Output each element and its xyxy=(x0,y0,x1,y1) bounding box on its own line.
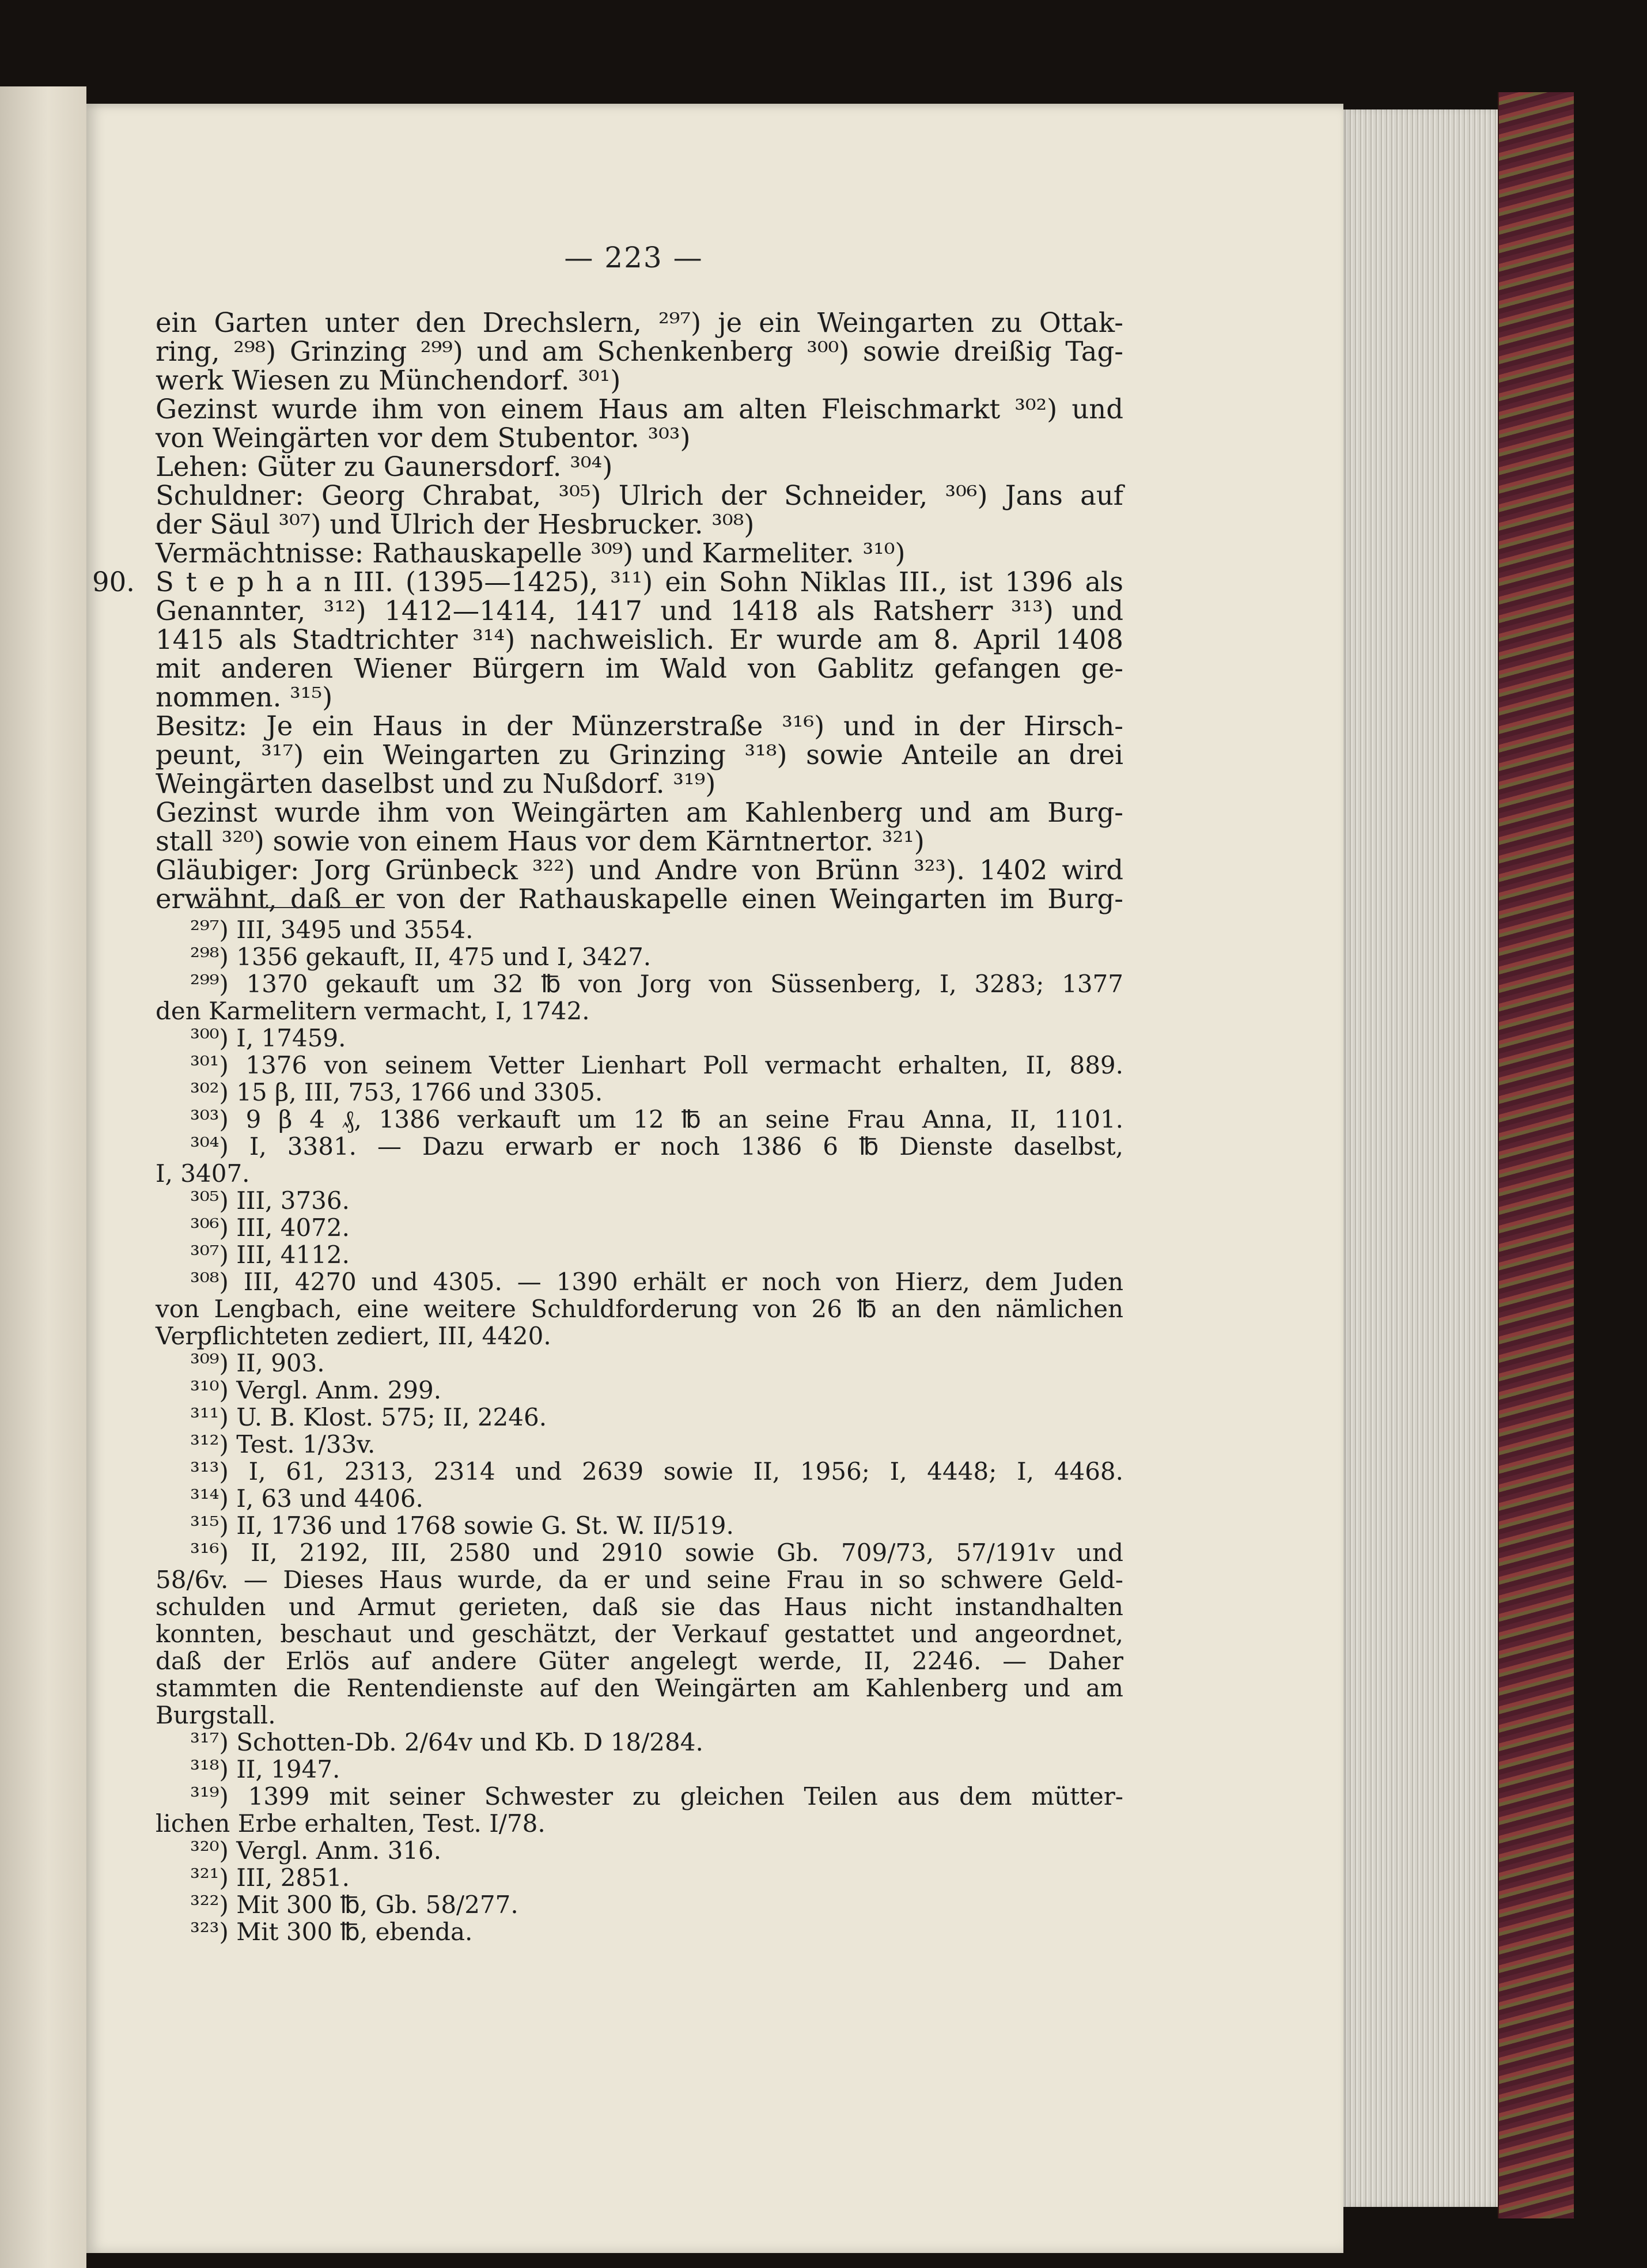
text-line xyxy=(156,740,1123,769)
text-line-text: Besitz: Je ein Haus in der Münzerstraße ³¹⁶) und in der Hirsch- xyxy=(156,710,1123,742)
text-line xyxy=(156,827,1123,856)
text-line xyxy=(156,856,1123,884)
text-line-text: ring, ²⁹⁸) Grinzing ²⁹⁹) und am Schenkenberg ³⁰⁰) sowie dreißig Tag- xyxy=(156,336,1123,367)
footnote-line-text: ³¹⁹) 1399 mit seiner Schwester zu gleichen Teilen aus dem mütter- xyxy=(190,1782,1123,1810)
footnote-line xyxy=(156,1810,1123,1837)
footnote-line xyxy=(156,1322,1123,1350)
footnote-line-text: ³¹⁰) Vergl. Anm. 299. xyxy=(190,1376,442,1404)
footnote-line-text: von Lengbach, eine weitere Schuldforderung von 26 ℔ an den nämlichen xyxy=(156,1295,1123,1323)
footnote-line-text: ³¹²) Test. 1/33v. xyxy=(190,1430,376,1458)
footnote-line-text: ³²⁰) Vergl. Anm. 316. xyxy=(190,1836,442,1865)
text-line xyxy=(156,366,1123,395)
text-line-text: peunt, ³¹⁷) ein Weingarten zu Grinzing ³¹⁸) sowie Anteile an drei xyxy=(156,739,1123,770)
text-line-text: von Weingärten vor dem Stubentor. ³⁰³) xyxy=(156,422,691,453)
text-line-text: Lehen: Güter zu Gaunersdorf. ³⁰⁴) xyxy=(156,451,613,482)
footnote-line-text: ³¹⁷) Schotten-Db. 2/64v und Kb. D 18/284. xyxy=(190,1728,703,1756)
footnote-line xyxy=(156,1025,1123,1052)
text-line xyxy=(156,510,1123,539)
text-line xyxy=(156,481,1123,510)
footnote-line-text: ³⁰⁴) I, 3381. — Dazu erwarb er noch 1386 6 ℔ Dienste daselbst, xyxy=(190,1132,1123,1161)
footnote-line xyxy=(156,1891,1123,1918)
footnote-line-text: ³⁰⁸) III, 4270 und 4305. — 1390 erhält er noch von Hierz, dem Juden xyxy=(190,1268,1123,1296)
text-line-text: werk Wiesen zu Münchendorf. ³⁰¹) xyxy=(156,365,621,396)
footnote-line-text: schulden und Armut gerieten, daß sie das Haus nicht instandhalten xyxy=(156,1593,1123,1621)
text-line xyxy=(156,395,1123,424)
text-line xyxy=(156,884,1123,913)
footnote-line-text: den Karmelitern vermacht, I, 1742. xyxy=(156,997,590,1025)
footnotes xyxy=(156,916,1123,1945)
text-line xyxy=(156,712,1123,740)
footnote-line-text: ²⁹⁹) 1370 gekauft um 32 ℔ von Jorg von Süssenberg, I, 3283; 1377 xyxy=(190,970,1123,998)
footnote-line-text: ³¹⁸) II, 1947. xyxy=(190,1755,340,1783)
text-line-text: Gläubiger: Jorg Grünbeck ³²²) und Andre von Brünn ³²³). 1402 wird xyxy=(156,855,1123,886)
footnote-line-text: ³⁰¹) 1376 von seinem Vetter Lienhart Poll vermacht erhalten, II, 889. xyxy=(190,1051,1123,1079)
text-line-text: S t e p h a n III. (1395—1425), ³¹¹) ein Sohn Niklas III., ist 1396 als xyxy=(156,566,1123,598)
text-line xyxy=(156,568,1123,596)
footnote-line xyxy=(156,1756,1123,1783)
footnote-line-text: ³⁰⁷) III, 4112. xyxy=(190,1241,350,1269)
book-cover-board xyxy=(1498,92,1574,2218)
text-line xyxy=(156,798,1123,827)
footnote-line xyxy=(156,1539,1123,1566)
text-line xyxy=(156,424,1123,452)
footnote-line xyxy=(156,1377,1123,1404)
footnote-line xyxy=(156,1702,1123,1729)
text-line xyxy=(156,337,1123,366)
footnote-line xyxy=(156,1350,1123,1377)
footnote-line-text: ³¹⁶) II, 2192, III, 2580 und 2910 sowie Gb. 709/73, 57/191v und xyxy=(190,1539,1123,1567)
footnote-line xyxy=(156,916,1123,943)
footnote-line-text: Burgstall. xyxy=(156,1701,276,1729)
footnote-line xyxy=(156,1295,1123,1322)
footnote-line-text: ³¹⁴) I, 63 und 4406. xyxy=(190,1484,423,1513)
text-line-text: nommen. ³¹⁵) xyxy=(156,682,333,713)
text-line xyxy=(156,539,1123,568)
text-line xyxy=(156,452,1123,481)
text-line-text: Genannter, ³¹²) 1412—1414, 1417 und 1418 als Ratsherr ³¹³) und xyxy=(156,595,1123,626)
footnote-line xyxy=(156,1458,1123,1485)
main-text xyxy=(156,308,1123,913)
footnote-divider xyxy=(195,907,385,908)
text-line-text: der Säul ³⁰⁷) und Ulrich der Hesbrucker. ³⁰⁸) xyxy=(156,509,755,540)
footnote-line-text: konnten, beschaut und geschätzt, der Verkauf gestattet und angeordnet, xyxy=(156,1620,1123,1648)
footnote-line xyxy=(156,1620,1123,1647)
text-line-text: 1415 als Stadtrichter ³¹⁴) nachweislich. Er wurde am 8. April 1408 xyxy=(156,624,1123,655)
text-line-text: Gezinst wurde ihm von einem Haus am alten Fleischmarkt ³⁰²) und xyxy=(156,394,1123,425)
footnote-line xyxy=(156,1783,1123,1810)
footnote-line-text: ³⁰³) 9 β 4 ₰, 1386 verkauft um 12 ℔ an seine Frau Anna, II, 1101. xyxy=(190,1105,1123,1133)
footnote-line-text: ²⁹⁷) III, 3495 und 3554. xyxy=(190,916,474,944)
footnote-line-text: ³⁰⁵) III, 3736. xyxy=(190,1186,350,1215)
footnote-line-text: 58/6v. — Dieses Haus wurde, da er und seine Frau in so schwere Geld- xyxy=(156,1566,1123,1594)
footnote-line xyxy=(156,1187,1123,1214)
text-line-text: Schuldner: Georg Chrabat, ³⁰⁵) Ulrich der Schneider, ³⁰⁶) Jans auf xyxy=(156,480,1123,511)
footnote-line-text: Verpflichteten zediert, III, 4420. xyxy=(156,1322,551,1350)
footnote-line-text: ³⁰²) 15 β, III, 753, 1766 und 3305. xyxy=(190,1078,603,1106)
left-page-edge xyxy=(0,86,86,2268)
text-line xyxy=(156,769,1123,798)
footnote-line-text: ³¹¹) U. B. Klost. 575; II, 2246. xyxy=(190,1403,547,1431)
text-line-text: Weingärten daselbst und zu Nußdorf. ³¹⁹) xyxy=(156,768,716,799)
text-line-text: erwähnt, daß er von der Rathauskapelle einen Weingarten im Burg- xyxy=(156,883,1123,914)
footnote-line xyxy=(156,1729,1123,1756)
footnote-line xyxy=(156,1512,1123,1539)
text-line xyxy=(156,625,1123,654)
footnote-line xyxy=(156,1485,1123,1512)
footnote-line xyxy=(156,1674,1123,1702)
text-line-text: Gezinst wurde ihm von Weingärten am Kahlenberg und am Burg- xyxy=(156,797,1123,828)
footnote-line xyxy=(156,1268,1123,1295)
footnote-line-text: ²⁹⁸) 1356 gekauft, II, 475 und I, 3427. xyxy=(190,943,652,971)
footnote-line xyxy=(156,1837,1123,1864)
footnote-line xyxy=(156,1106,1123,1133)
text-line-text: ein Garten unter den Drechslern, ²⁹⁷) je ein Weingarten zu Ottak- xyxy=(156,307,1123,338)
footnote-line xyxy=(156,1566,1123,1593)
footnote-line xyxy=(156,1647,1123,1674)
footnote-line-text: I, 3407. xyxy=(156,1159,250,1188)
text-line xyxy=(156,654,1123,683)
page-block-edges xyxy=(1342,109,1498,2207)
footnote-line xyxy=(156,1214,1123,1241)
footnote-line-text: lichen Erbe erhalten, Test. I/78. xyxy=(156,1809,546,1838)
footnote-line-text: daß der Erlös auf andere Güter angelegt werde, II, 2246. — Daher xyxy=(156,1647,1123,1675)
footnote-line-text: ³⁰⁶) III, 4072. xyxy=(190,1214,350,1242)
footnote-line xyxy=(156,997,1123,1025)
footnote-line xyxy=(156,1052,1123,1079)
footnote-line-text: ³¹³) I, 61, 2313, 2314 und 2639 sowie II, 1956; I, 4448; I, 4468. xyxy=(190,1457,1123,1485)
footnote-line-text: ³²³) Mit 300 ℔, ebenda. xyxy=(190,1918,473,1946)
footnote-line xyxy=(156,1133,1123,1160)
footnote-line-text: stammten die Rentendienste auf den Weingärten am Kahlenberg und am xyxy=(156,1674,1123,1702)
page-number: — 223 — xyxy=(564,241,703,274)
footnote-line xyxy=(156,1593,1123,1620)
footnote-line xyxy=(156,1160,1123,1187)
footnote-line xyxy=(156,1918,1123,1945)
footnote-line-text: ³²¹) III, 2851. xyxy=(190,1863,350,1892)
text-line-text: mit anderen Wiener Bürgern im Wald von Gablitz gefangen ge- xyxy=(156,653,1123,684)
footnote-line xyxy=(156,1864,1123,1891)
text-line-text: Vermächtnisse: Rathauskapelle ³⁰⁹) und Karmeliter. ³¹⁰) xyxy=(156,538,906,569)
footnote-line xyxy=(156,1404,1123,1431)
footnote-line xyxy=(156,943,1123,970)
footnote-line-text: ³¹⁵) II, 1736 und 1768 sowie G. St. W. II/519. xyxy=(190,1511,734,1540)
text-line-text: stall ³²⁰) sowie von einem Haus vor dem Kärntnertor. ³²¹) xyxy=(156,826,925,857)
footnote-line xyxy=(156,1079,1123,1106)
text-line xyxy=(156,308,1123,337)
footnote-line-text: ³⁰⁹) II, 903. xyxy=(190,1349,325,1377)
footnote-line-text: ³⁰⁰) I, 17459. xyxy=(190,1024,346,1052)
footnote-line xyxy=(156,970,1123,997)
text-line xyxy=(156,683,1123,712)
footnote-line xyxy=(156,1241,1123,1268)
footnote-line xyxy=(156,1431,1123,1458)
footnote-line-text: ³²²) Mit 300 ℔, Gb. 58/277. xyxy=(190,1891,518,1919)
text-line xyxy=(156,596,1123,625)
